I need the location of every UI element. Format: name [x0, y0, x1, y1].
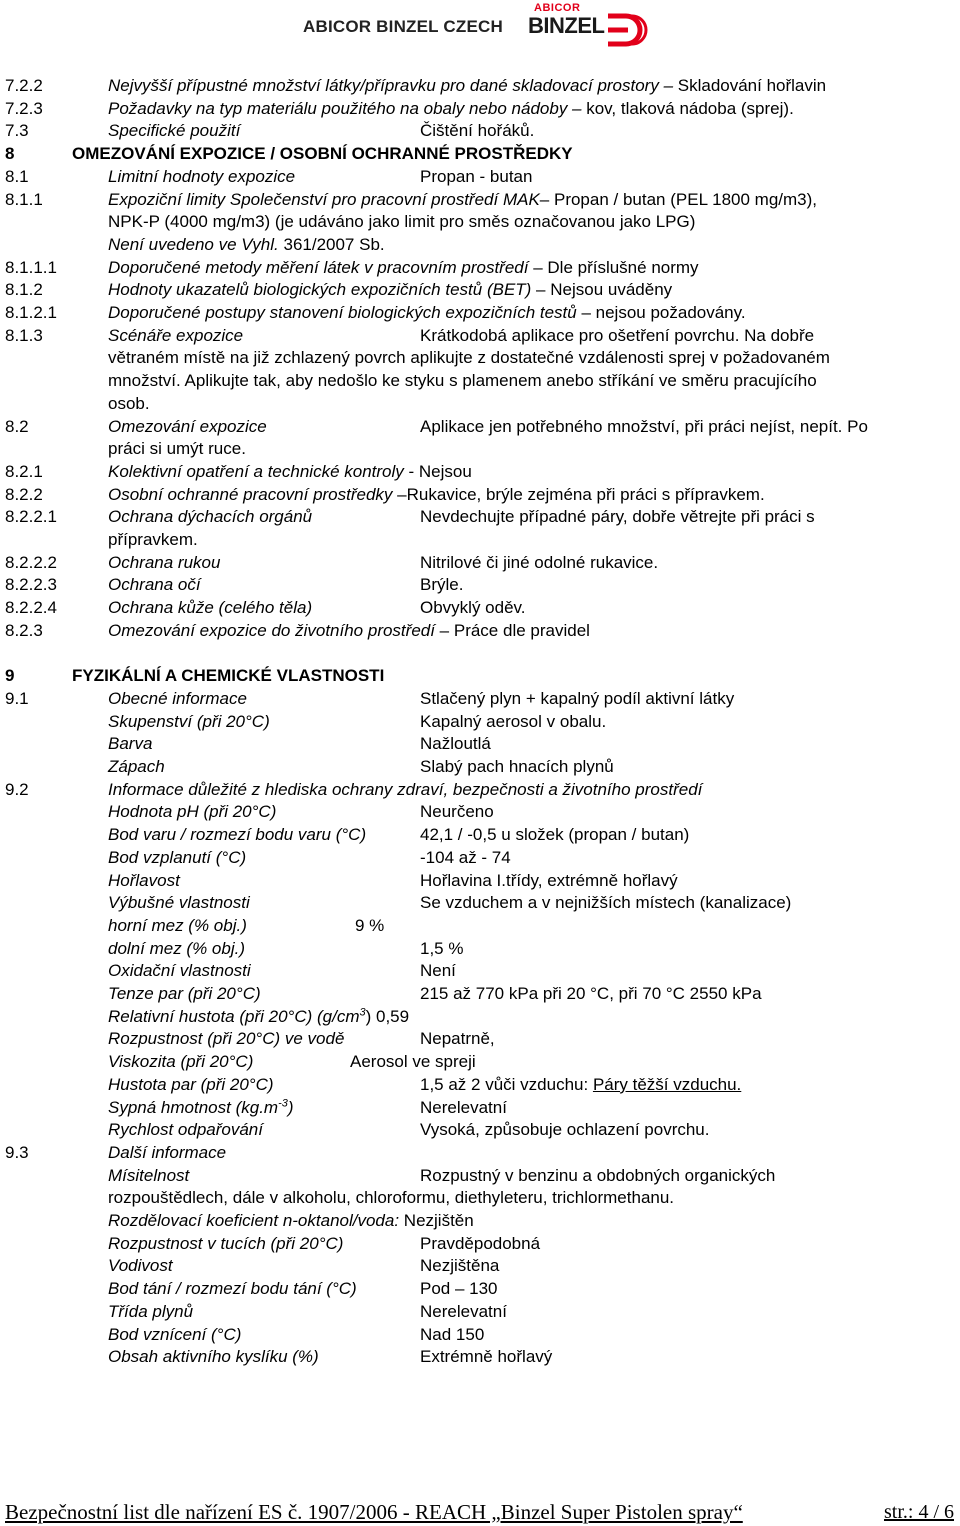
property-value — [420, 1097, 507, 1119]
document-line — [0, 257, 960, 279]
property-value — [420, 983, 762, 1005]
label-text: Ochrana rukou — [108, 552, 221, 572]
label-text: horní mez (% obj.) — [108, 915, 247, 935]
value-text: 215 až 770 kPa při 20 °C, při 70 °C 2550 kPa — [420, 984, 762, 1003]
property-label — [108, 597, 312, 619]
document-line — [0, 892, 960, 914]
item-number: 7.2.3 — [5, 98, 43, 118]
item-number: 8.1.1.1 — [5, 257, 57, 277]
text-segment: – Práce dle pravidel — [434, 620, 590, 640]
label-text: Hodnota pH (při 20°C) — [108, 802, 277, 822]
value-underlined: Páry těžší vzduchu. — [592, 1074, 742, 1094]
document-line — [0, 779, 960, 801]
property-label — [108, 983, 261, 1005]
line-text — [108, 234, 385, 256]
property-value — [420, 1165, 775, 1187]
footer-page-number: str.: 4 / 6 — [883, 1501, 954, 1523]
property-label — [108, 1119, 263, 1141]
property-value — [420, 1255, 499, 1277]
value-text: Krátkodobá aplikace pro ošetření povrchu. Na dobře — [420, 325, 815, 345]
document-line — [0, 1301, 960, 1323]
property-value — [420, 711, 606, 733]
line-text — [108, 189, 817, 211]
text-segment: Nejvyšší přípustné množství látky/přípravku pro dané skladovací prostory – — [108, 76, 678, 95]
line-text — [108, 1187, 674, 1209]
text-segment: Rozdělovací koeficient n-oktanol/voda: — [108, 1211, 400, 1230]
label-text: Výbušné vlastnosti — [108, 893, 250, 913]
document-line — [0, 234, 960, 256]
property-value — [420, 597, 526, 619]
label-text: Třída plynů — [108, 1301, 194, 1321]
value-text: Se vzduchem a v nejnižších místech (kanalizace) — [420, 893, 792, 913]
document-line — [0, 1187, 960, 1209]
document-line — [0, 120, 960, 142]
value-text: Pravděpodobná — [420, 1233, 541, 1253]
text-segment: větraném místě na již zchlazený povrch aplikujte z dostatečné vzdálenosti sprej v požadovaném — [108, 348, 830, 368]
label-text: Ochrana dýchacích orgánů — [108, 507, 313, 527]
text-segment: rozpouštědlech, dále v alkoholu, chloroformu, diethyleteru, trichlormethanu. — [108, 1188, 675, 1208]
property-label — [108, 416, 267, 438]
label-text: Limitní hodnoty expozice — [108, 166, 296, 186]
document-line — [0, 711, 960, 733]
property-label — [108, 915, 247, 937]
document-line — [0, 870, 960, 892]
item-number: 8.1 — [5, 166, 29, 186]
document-line — [0, 347, 960, 369]
label-text: Obecné informace — [108, 688, 247, 708]
document-line — [0, 756, 960, 778]
label-text: Zápach — [108, 757, 165, 776]
line-text — [108, 461, 472, 483]
property-value — [420, 166, 532, 188]
line-text — [108, 779, 702, 801]
value-text: Nerelevatní — [420, 1301, 507, 1321]
item-number: 8.1.2 — [5, 280, 43, 300]
item-number: 7.2.2 — [5, 76, 43, 95]
property-value — [420, 325, 814, 347]
item-number: 8.2.3 — [5, 620, 43, 640]
item-number: 9.3 — [5, 1142, 29, 1162]
document-line — [0, 416, 960, 438]
property-value — [420, 870, 678, 892]
text-segment: Doporučené postupy stanovení biologických expozičních testů — [108, 303, 577, 322]
label-text: Barva — [108, 734, 153, 754]
document-line — [0, 938, 960, 960]
value-text: Nevdechujte případné páry, dobře větrejte při práci s — [420, 507, 815, 527]
property-label — [108, 1051, 253, 1073]
text-segment: Hodnoty ukazatelů biologických expozičních testů (BET) — [108, 280, 532, 300]
page-header — [0, 0, 960, 64]
property-value — [420, 892, 791, 914]
property-label — [108, 1142, 226, 1164]
document-line — [0, 1278, 960, 1300]
text-segment: Není uvedeno ve Vyhl. — [108, 234, 284, 254]
footer-document-title: Bezpečnostní list dle nařízení ES č. 1907/2006 - REACH „Binzel Super Pistolen spray“ — [5, 1500, 743, 1524]
value-text: Nerelevatní — [420, 1097, 507, 1117]
label-text: Skupenství (při 20°C) — [108, 711, 270, 731]
property-label — [108, 870, 180, 892]
property-label — [108, 1233, 343, 1255]
label-text: Mísitelnost — [108, 1165, 190, 1185]
property-label — [108, 688, 247, 710]
property-label — [108, 711, 270, 733]
document-line — [0, 824, 960, 846]
page-footer — [5, 1500, 960, 1524]
value-text: Není — [420, 961, 456, 981]
value-text: Nitrilové či jiné odolné rukavice. — [420, 552, 659, 572]
text-segment: – Dle příslušné normy — [528, 257, 699, 277]
line-text — [108, 98, 794, 120]
property-value — [350, 1051, 476, 1073]
item-number: 8.2.1 — [5, 461, 43, 481]
line-text — [108, 529, 198, 551]
property-label — [108, 1324, 241, 1346]
property-value — [420, 1278, 498, 1300]
superscript: -3 — [278, 1096, 288, 1109]
line-text — [108, 211, 695, 233]
section-number: 8 — [5, 144, 15, 164]
document-line — [0, 1233, 960, 1255]
value-text: -104 až - 74 — [420, 847, 511, 867]
line-text — [108, 438, 246, 460]
document-line — [0, 484, 960, 506]
item-number: 8.1.2.1 — [5, 303, 57, 322]
text-segment: –Rukavice, brýle zejména při práci s přípravkem. — [392, 484, 765, 504]
value-text: Pod – 130 — [420, 1279, 498, 1299]
property-label — [108, 801, 276, 823]
document-line — [0, 620, 960, 642]
document-line — [0, 302, 960, 324]
property-value — [420, 552, 658, 574]
label-text: Rychlost odpařování — [108, 1120, 263, 1140]
property-label — [108, 1074, 274, 1096]
document-line — [0, 983, 960, 1005]
label-text: dolní mez (% obj.) — [108, 938, 245, 958]
text-segment: – nejsou požadovány. — [576, 303, 746, 322]
value-text: Slabý pach hnacích plynů — [420, 757, 614, 776]
document-line — [0, 1074, 960, 1096]
document-line — [0, 1165, 960, 1187]
value-text: 1,5 až 2 vůči vzduchu: — [420, 1074, 593, 1094]
text-segment: 361/2007 Sb. — [283, 234, 385, 254]
text-segment: – Propan / butan (PEL 1800 mg/m3), — [539, 189, 817, 209]
property-label — [108, 1165, 189, 1187]
item-number: 8.1.3 — [5, 325, 43, 345]
value-text: 1,5 % — [420, 938, 464, 958]
value-text: 42,1 / -0,5 u složek (propan / butan) — [420, 825, 690, 845]
label-text: Omezování expozice — [108, 416, 267, 436]
value-text: Brýle. — [420, 575, 464, 595]
value-text: Nad 150 — [420, 1324, 485, 1344]
item-number: 8.2.2.1 — [5, 507, 57, 527]
document-line — [0, 1119, 960, 1141]
property-label — [108, 552, 220, 574]
section-title: OMEZOVÁNÍ EXPOZICE / OSOBNÍ OCHRANNÉ PROSTŘEDKY — [72, 144, 573, 164]
property-label — [108, 733, 152, 755]
property-value — [420, 847, 511, 869]
text-segment: množství. Aplikujte tak, aby nedošlo ke styku s plamenem anebo stříkání ve směru pracujícího — [108, 371, 817, 391]
document-line — [0, 1142, 960, 1164]
document-line — [0, 166, 960, 188]
document-line — [0, 75, 960, 97]
property-label — [108, 574, 201, 596]
text-segment: Osobní ochranné pracovní prostředky — [108, 484, 393, 504]
section-heading — [0, 665, 960, 687]
property-label — [108, 1346, 319, 1368]
logo-top-text: ABICOR — [534, 2, 581, 14]
document-line — [0, 597, 960, 619]
document-line — [0, 1051, 960, 1073]
property-value — [420, 1346, 552, 1368]
line-text — [108, 1210, 474, 1232]
document-line — [0, 279, 960, 301]
label-text: Rozpustnost v tucích (při 20°C) — [108, 1233, 344, 1253]
document-line — [0, 1006, 960, 1028]
line-text — [108, 393, 150, 415]
property-value — [420, 960, 456, 982]
section-title: FYZIKÁLNÍ A CHEMICKÉ VLASTNOSTI — [72, 666, 385, 686]
property-label — [108, 1278, 357, 1300]
label-text: Ochrana očí — [108, 575, 201, 595]
item-number: 8.2.2.4 — [5, 598, 57, 618]
line-text — [108, 257, 699, 279]
property-value — [420, 506, 815, 528]
line-text — [108, 302, 746, 324]
property-value — [420, 120, 534, 142]
document-line — [0, 688, 960, 710]
text-segment: Expoziční limity Společenství pro pracovní prostředí MAK — [108, 189, 540, 209]
item-number: 8.2.2.2 — [5, 552, 57, 572]
item-number: 9.2 — [5, 779, 29, 799]
property-value — [420, 824, 689, 846]
label-text: Viskozita (při 20°C) — [108, 1052, 254, 1072]
item-number: 9.1 — [5, 688, 29, 708]
label-text: Hořlavost — [108, 870, 180, 890]
label-text: Obsah aktivního kyslíku (%) — [108, 1347, 319, 1367]
binzel-logo — [524, 2, 650, 58]
value-text: Vysoká, způsobuje ochlazení povrchu. — [420, 1120, 710, 1140]
line-text — [108, 370, 817, 392]
company-name: ABICOR BINZEL CZECH — [303, 17, 503, 36]
property-value — [420, 1074, 741, 1096]
value-text: Nažloutlá — [420, 734, 491, 754]
property-value — [420, 1233, 540, 1255]
document-line — [0, 915, 960, 937]
text-segment: NPK-P (4000 mg/m3) (je udáváno jako limit pro směs označovanou jako LPG) — [108, 212, 696, 232]
value-text: Neurčeno — [420, 802, 494, 822]
text-segment: Skladování hořlavin — [677, 76, 827, 95]
document-line — [0, 211, 960, 233]
text-segment: Kolektivní opatření a technické kontroly — [108, 461, 404, 481]
document-line — [0, 847, 960, 869]
value-text: Kapalný aerosol v obalu. — [420, 711, 607, 731]
text-segment: Informace důležité z hlediska ochrany zdraví, bezpečnosti a životního prostředí — [108, 779, 703, 799]
item-number: 8.2.2 — [5, 484, 43, 504]
label-value: ) 0,59 — [365, 1006, 410, 1026]
property-value — [420, 1119, 710, 1141]
property-label — [108, 1006, 409, 1028]
document-line — [0, 733, 960, 755]
value-text: Nepatrně, — [420, 1029, 495, 1049]
document-line — [0, 438, 960, 460]
document-line — [0, 189, 960, 211]
property-value — [355, 915, 384, 937]
value-text: Extrémně hořlavý — [420, 1347, 553, 1367]
label-text: Rozpustnost (při 20°C) ve vodě — [108, 1029, 345, 1049]
text-segment: Nezjištěn — [399, 1211, 474, 1230]
document-line — [0, 393, 960, 415]
logo-main-text: BINZEL — [528, 13, 605, 38]
text-segment: práci si umýt ruce. — [108, 439, 246, 459]
document-line — [0, 529, 960, 551]
document-line — [0, 960, 960, 982]
text-segment: Doporučené metody měření látek v pracovním prostředí — [108, 257, 529, 277]
line-text — [108, 347, 830, 369]
label-text: Bod vzplanutí (°C) — [108, 847, 247, 867]
document-line — [0, 325, 960, 347]
property-value — [420, 1028, 495, 1050]
superscript: 3 — [359, 1006, 366, 1019]
label-text: Vodivost — [108, 1256, 173, 1276]
text-segment: osob. — [108, 393, 150, 413]
property-label — [108, 166, 295, 188]
property-value — [420, 938, 463, 960]
value-text: Propan - butan — [420, 166, 533, 186]
property-value — [420, 574, 463, 596]
property-value — [420, 756, 614, 778]
property-value — [420, 688, 734, 710]
line-text — [108, 279, 672, 301]
property-label — [108, 938, 245, 960]
document-line — [0, 1028, 960, 1050]
logo-mark-icon — [604, 10, 648, 50]
section-number: 9 — [5, 666, 15, 686]
label-suffix: ) — [287, 1097, 294, 1117]
property-value — [420, 733, 491, 755]
value-text: Aerosol ve spreji — [350, 1052, 476, 1072]
item-number: 8.2 — [5, 416, 29, 436]
line-text — [108, 75, 826, 97]
text-segment: Omezování expozice do životního prostředí — [108, 620, 435, 640]
label-text: Bod vznícení (°C) — [108, 1324, 242, 1344]
value-text: Aplikace jen potřebného množství, při práci nejíst, nepít. Po — [420, 416, 868, 436]
property-value — [420, 416, 868, 438]
value-text: Rozpustný v benzinu a obdobných organických — [420, 1165, 776, 1185]
text-segment: Požadavky na typ materiálu použitého na obaly nebo nádoby – — [108, 98, 587, 118]
text-segment: přípravkem. — [108, 530, 198, 549]
label-text: Bod tání / rozmezí bodu tání (°C) — [108, 1279, 357, 1299]
label-text: Specifické použití — [108, 121, 241, 141]
property-label — [108, 1097, 294, 1119]
value-text: Obvyklý oděv. — [420, 598, 526, 618]
document-line — [0, 370, 960, 392]
label-text: Tenze par (při 20°C) — [108, 984, 261, 1003]
text-segment: – Nejsou uváděny — [531, 280, 673, 300]
property-label — [108, 824, 366, 846]
value-text: Stlačený plyn + kapalný podíl aktivní látky — [420, 688, 735, 708]
document-line — [0, 1097, 960, 1119]
document-line — [0, 574, 960, 596]
property-label — [108, 847, 246, 869]
property-label — [108, 892, 250, 914]
document-line — [0, 1255, 960, 1277]
line-text — [108, 620, 590, 642]
value-text: Čištění hořáků. — [420, 121, 535, 141]
line-text — [108, 484, 765, 506]
label-text: Bod varu / rozmezí bodu varu (°C) — [108, 825, 367, 845]
property-label — [108, 756, 165, 778]
document-line — [0, 98, 960, 120]
label-text: Scénáře expozice — [108, 325, 244, 345]
property-label — [108, 1301, 193, 1323]
section-heading — [0, 143, 960, 165]
document-line — [0, 1346, 960, 1368]
property-label — [108, 120, 240, 142]
value-text: Nezjištěna — [420, 1256, 500, 1276]
property-value — [420, 801, 494, 823]
document-line — [0, 461, 960, 483]
document-line — [0, 506, 960, 528]
item-number: 8.1.1 — [5, 189, 43, 209]
document-line — [0, 1324, 960, 1346]
label-text: Sypná hmotnost (kg.m — [108, 1097, 279, 1117]
value-text: Hořlavina I.třídy, extrémně hořlavý — [420, 870, 678, 890]
item-number: 8.2.2.3 — [5, 575, 57, 595]
property-value — [420, 1324, 484, 1346]
item-number: 7.3 — [5, 121, 29, 141]
document-line — [0, 643, 960, 665]
document-line — [0, 552, 960, 574]
document-line — [0, 1210, 960, 1232]
property-value — [420, 1301, 507, 1323]
text-segment: kov, tlaková nádoba (sprej). — [586, 98, 794, 118]
document-line — [0, 801, 960, 823]
label-text: Ochrana kůže (celého těla) — [108, 598, 313, 618]
label-text: Hustota par (při 20°C) — [108, 1074, 274, 1094]
property-label — [108, 325, 243, 347]
text-segment: - Nejsou — [403, 461, 472, 481]
property-label — [108, 1255, 173, 1277]
label-text: Další informace — [108, 1142, 227, 1162]
property-label — [108, 506, 312, 528]
label-text: Oxidační vlastnosti — [108, 961, 251, 981]
value-text: 9 % — [355, 915, 385, 935]
property-label — [108, 1028, 344, 1050]
label-text: Relativní hustota (při 20°C) (g/cm — [108, 1006, 360, 1026]
property-label — [108, 960, 251, 982]
